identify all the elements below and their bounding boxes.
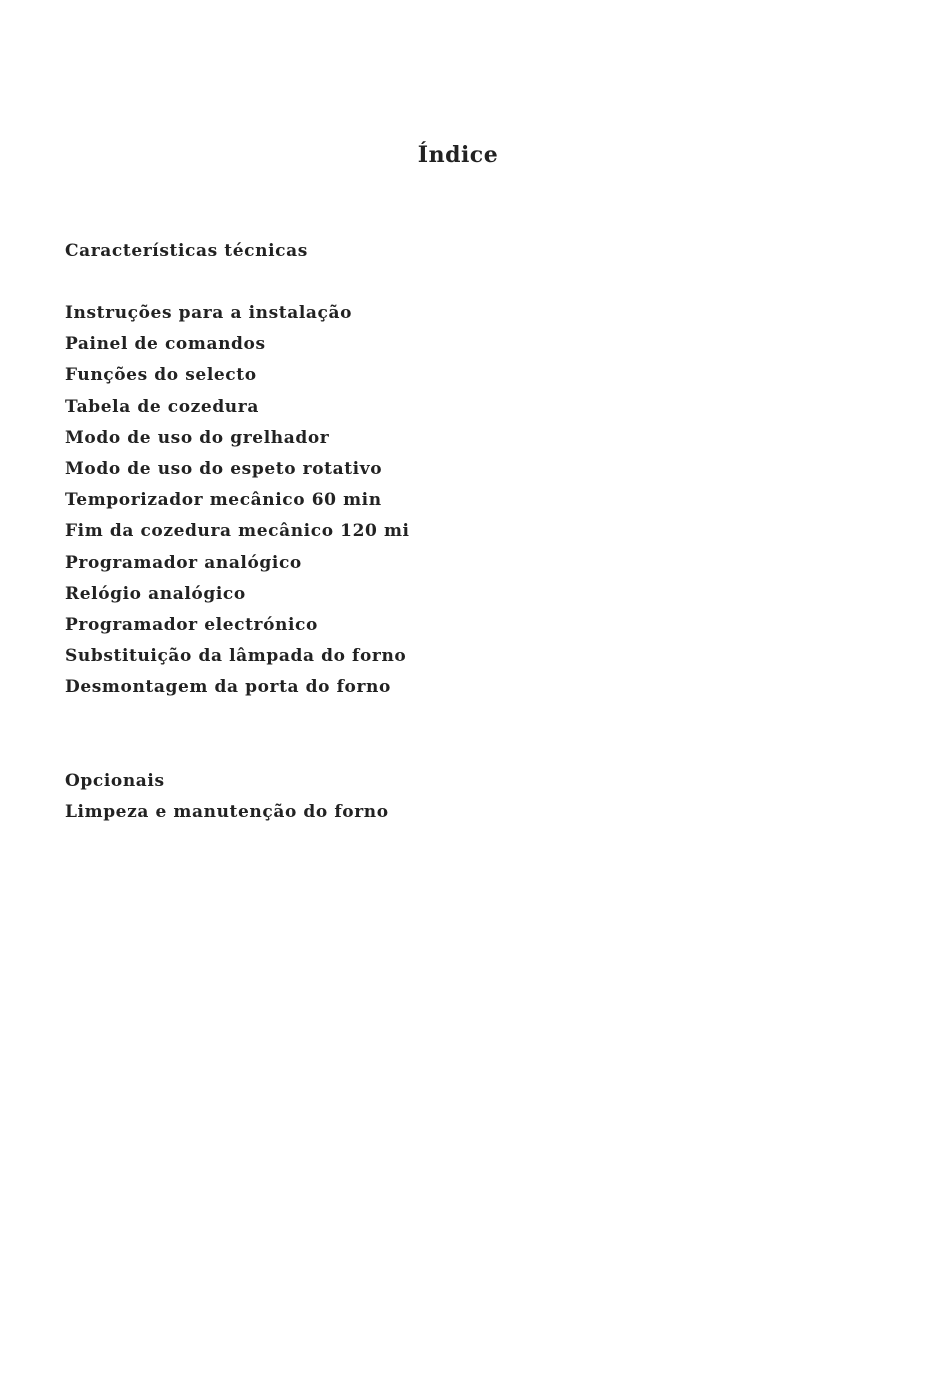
toc-item-programador-electronico: Programador electrónico xyxy=(65,614,318,635)
toc-item-relogio-analogico: Relógio analógico xyxy=(65,583,246,604)
toc-item-modo-uso-grelhador: Modo de uso do grelhador xyxy=(65,427,330,448)
toc-item-painel-comandos: Painel de comandos xyxy=(65,334,266,355)
toc-group-extras xyxy=(65,766,389,828)
page-title: Índice xyxy=(417,142,499,168)
toc-group-general xyxy=(65,236,308,267)
toc-item-funcoes-selecto: Funções do selecto xyxy=(65,365,257,386)
toc-item-instrucoes-instalacao: Instruções para a instalação xyxy=(65,303,353,323)
toc-item-tabela-cozedura: Tabela de cozedura xyxy=(65,396,259,417)
toc-item-temporizador: Temporizador mecânico 60 min xyxy=(65,490,382,511)
toc-item-caracteristicas-tecnicas: Características técnicas xyxy=(65,241,308,261)
toc-item-desmontagem-porta: Desmontagem da porta do forno xyxy=(65,677,391,698)
toc-item-modo-uso-espeto: Modo de uso do espeto rotativo xyxy=(65,458,383,479)
toc-item-substituicao-lampada: Substituição da lâmpada do forno xyxy=(65,646,407,667)
toc-item-fim-cozedura: Fim da cozedura mecânico 120 mi xyxy=(65,521,410,542)
toc-item-programador-analogico: Programador analógico xyxy=(65,552,302,573)
toc-group-usage xyxy=(65,298,410,703)
toc-item-limpeza-manutencao: Limpeza e manutenção do forno xyxy=(65,802,389,823)
toc-item-opcionais: Opcionais xyxy=(65,771,165,791)
